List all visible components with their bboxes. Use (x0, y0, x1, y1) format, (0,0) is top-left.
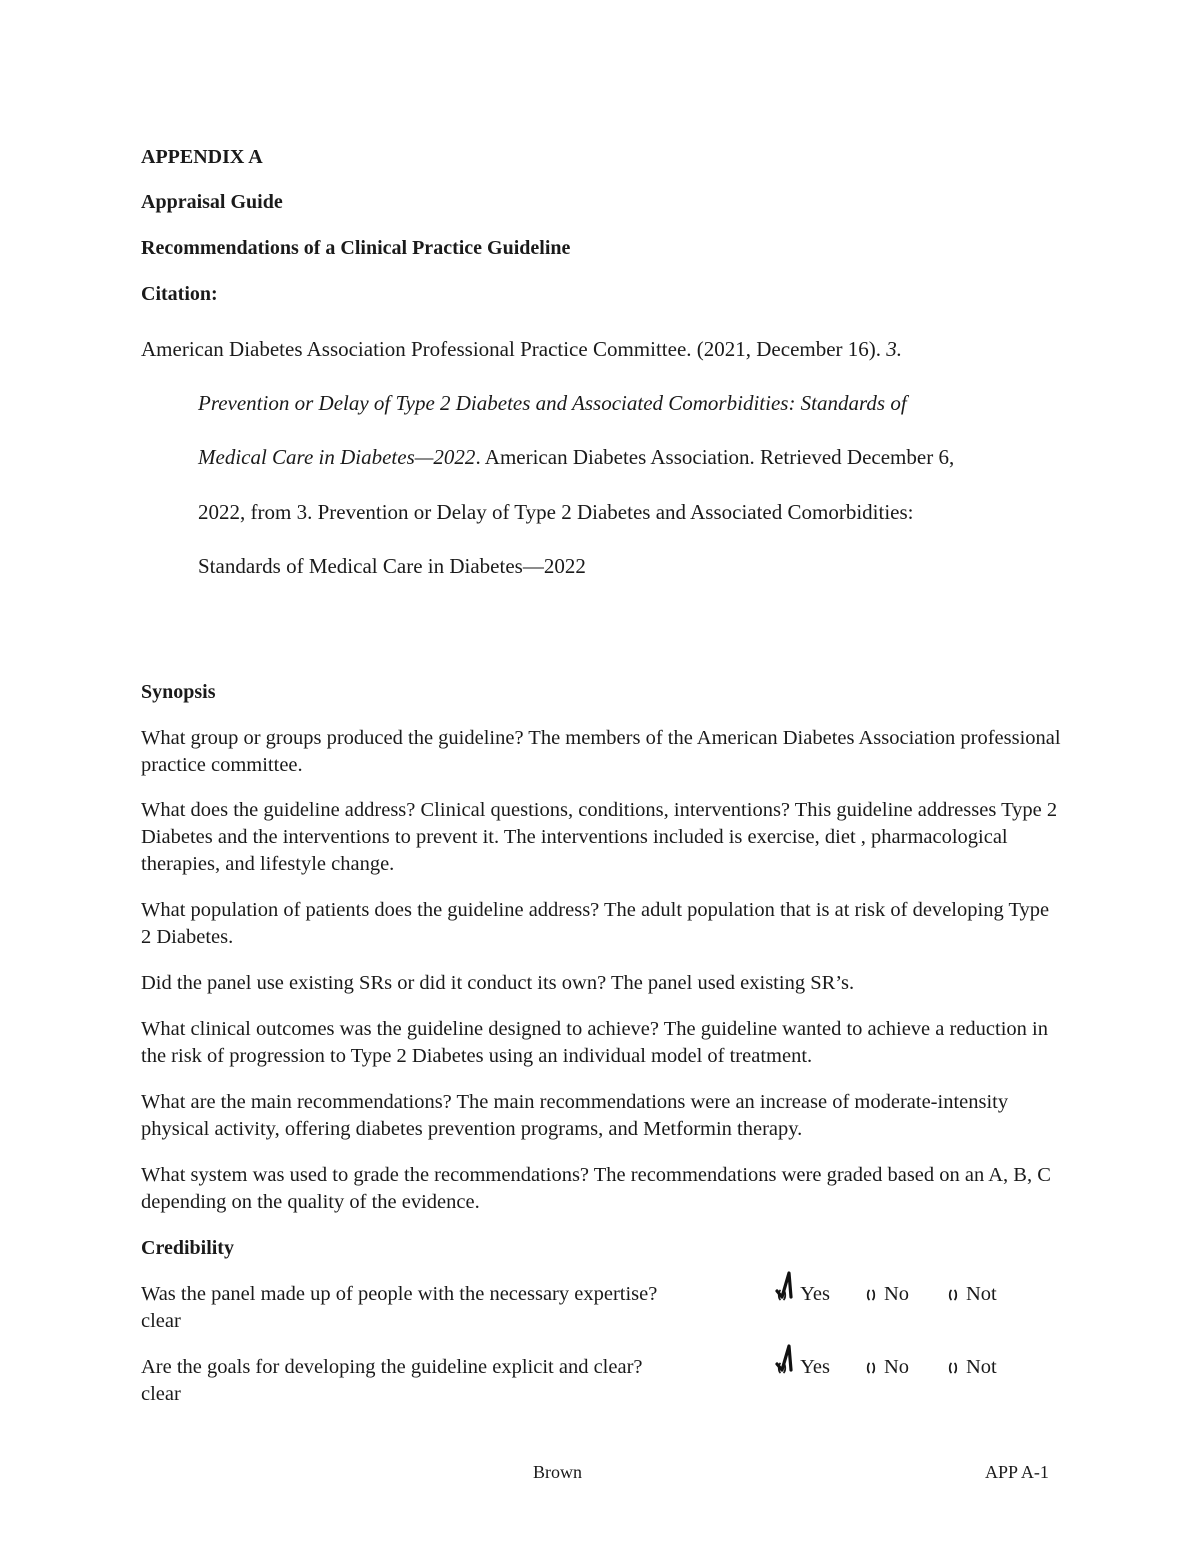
option-not-clear-continued: clear (141, 1383, 181, 1405)
option-no-label: No (884, 1356, 910, 1378)
citation-line-2: Prevention or Delay of Type 2 Diabetes and Associated Comorbidities: Standards of (198, 391, 907, 415)
citation-line-5: Standards of Medical Care in Diabetes—2022 (198, 554, 586, 578)
credibility-question-row (141, 1354, 1061, 1414)
synopsis-paragraph: What are the main recommendations? The main recommendations were an increase of moderate-intensity physical activity, offering diabetes prevention programs, and Metformin therapy. (141, 1091, 1009, 1140)
citation-line-1-text: American Diabetes Association Professional Practice Committee. (2021, December 16). (141, 337, 887, 361)
footer-page-number: APP A-1 (985, 1462, 1049, 1482)
guide-title: Appraisal Guide (141, 191, 283, 213)
citation-line-4: 2022, from 3. Prevention or Delay of Type 2 Diabetes and Associated Comorbidities: (198, 500, 914, 524)
radio-icon (948, 1282, 958, 1294)
question-text: Are the goals for developing the guideline explicit and clear? (141, 1356, 643, 1378)
option-no-label: No (884, 1283, 910, 1305)
option-no[interactable] (866, 1281, 909, 1308)
credibility-question-row (141, 1281, 1061, 1341)
citation-line-3-text: . American Diabetes Association. Retrieved December 6, (475, 445, 955, 469)
synopsis-paragraph: Did the panel use existing SRs or did it conduct its own? The panel used existing SR’s. (141, 972, 855, 994)
option-not-clear-label: Not (966, 1283, 997, 1305)
citation-label: Citation: (141, 283, 218, 305)
citation-line-3-italic: Medical Care in Diabetes—2022 (198, 445, 476, 469)
option-not-clear-label: Not (966, 1356, 997, 1378)
option-not-clear[interactable] (948, 1354, 997, 1381)
option-no[interactable] (866, 1354, 909, 1381)
footer-author: Brown (533, 1462, 582, 1482)
appendix-title: APPENDIX A (141, 146, 263, 168)
synopsis-paragraph: What population of patients does the guideline address? The adult population that is at risk of developing Type 2 Diabetes. (141, 899, 1050, 948)
citation-line-1 (141, 336, 902, 362)
synopsis-paragraph: What does the guideline address? Clinical questions, conditions, interventions? This guideline addresses Type 2 Diabetes and the interventions to prevent it. The interventions included is exercise, diet , pharmacological therapies, and lifestyle change. (141, 799, 1058, 875)
synopsis-paragraph: What group or groups produced the guideline? The members of the American Diabetes Association professional practice committee. (141, 727, 1061, 776)
option-yes[interactable] (777, 1354, 830, 1381)
question-text: Was the panel made up of people with the necessary expertise? (141, 1283, 658, 1305)
citation-line-1-italic: 3. (886, 337, 903, 361)
citation-line-3 (198, 444, 954, 470)
synopsis-paragraph: What system was used to grade the recommendations? The recommendations were graded based on an A, B, C depending on the quality of the evidence. (141, 1164, 1051, 1213)
synopsis-heading: Synopsis (141, 681, 216, 703)
synopsis-paragraph: What clinical outcomes was the guideline designed to achieve? The guideline wanted to achieve a reduction in the risk of progression to Type 2 Diabetes using an individual model of treatment. (141, 1018, 1048, 1067)
radio-icon (866, 1282, 876, 1294)
credibility-heading: Credibility (141, 1237, 234, 1259)
option-yes-label: Yes (800, 1356, 830, 1378)
checkmark-icon (775, 1267, 803, 1303)
option-yes[interactable] (777, 1281, 830, 1308)
option-not-clear[interactable] (948, 1281, 997, 1308)
guide-subtitle: Recommendations of a Clinical Practice Guideline (141, 237, 571, 259)
checkmark-icon (775, 1340, 803, 1376)
option-yes-label: Yes (800, 1283, 830, 1305)
option-not-clear-continued: clear (141, 1310, 181, 1332)
radio-icon (948, 1355, 958, 1367)
radio-icon (866, 1355, 876, 1367)
